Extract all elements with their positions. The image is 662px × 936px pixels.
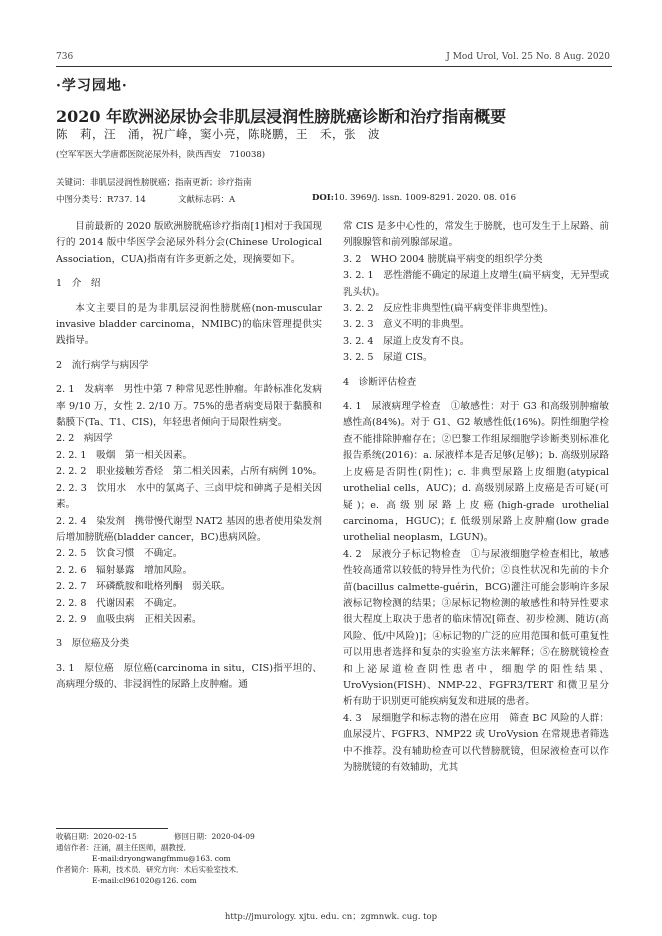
document-code: 文献标志码：A (178, 195, 236, 205)
corresponding-author: 通信作者：汪涌，副主任医师，副教授． (56, 843, 191, 852)
journal-citation: J Mod Urol, Vol. 25 No. 8 Aug. 2020 (446, 52, 610, 62)
page-number: 736 (56, 52, 74, 62)
paragraph: 2. 2. 6 辐射暴露 增加风险。 (56, 564, 193, 576)
left-column (56, 219, 322, 694)
section-heading: 3 原位癌及分类 (56, 638, 130, 650)
section-tag: ·学习园地· (56, 78, 128, 94)
doi-label: DOI: (312, 193, 334, 203)
footnote-rule (56, 828, 168, 829)
paragraph: 目前最新的 2020 版欧洲膀胱癌诊疗指南[1]相对于我国现行的 2014 版中华医学会泌尿外科分会(Chinese Urological Association，CUA)指南有许多更新之处，现摘要如下。 (56, 221, 322, 265)
paragraph: 4. 2 尿液分子标记物检查 ①与尿液细胞学检查相比，敏感性较高通常以较低的特异性为代价；②良性状况和先前的卡介苗(bacillus calmette-guérin，BCG)灌注可能会影响许多尿液标记物检测的结果；③尿标记物检测的敏感性和特异性要求很大程度上取决于患者的临床情况[筛查、初步检测、随访(高风险、低/中风险)]；④标记物的广泛的应用范围和低可重复性可以用患者选择和复杂的实验室方法来解释；⑤在膀胱镜检查和上泌尿道检查阴性患者中，细胞学的阳性结果、UroVysion(FISH)、NMP-22、FGFR3/TERT 和微卫星分析有助于识别更可能疾病复发和进展的患者。 (343, 548, 609, 708)
paragraph: 常 CIS 是多中心性的，常发生于膀胱，也可发生于上尿路、前列腺腺管和前列腺部尿道。 (343, 221, 609, 249)
paragraph: 3. 2. 5 尿道 CIS。 (343, 352, 433, 364)
right-column (343, 219, 609, 776)
paragraph: 4. 1 尿液病理学检查 ①敏感性：对于 G3 和高级别肿瘤敏感性高(84%)。对于 G1、G2 敏感性低(16%)。阴性细胞学检查不能排除肿瘤存在；②巴黎工作组尿细胞学诊断类别标准化报告系统(2016)：a. 尿液样本是否足够(足够)；b. 高级别尿路上皮癌是否阴性(阴性)；c. 非典型尿路上皮细胞(atypical urothelial cells，AUC)；d. 高级别尿路上皮癌是否可疑(可疑)；e. 高级别尿路上皮癌(high-grade urothelial carcinoma，HGUC)；f. 低级别尿路上皮肿瘤(low grade urothelial neoplasm，LGUN)。 (343, 401, 609, 544)
received-date: 收稿日期：2020-02-15 (56, 832, 137, 841)
doi-value: 10. 3969/j. issn. 1009-8291. 2020. 08. 016 (333, 193, 516, 203)
affiliation: (空军军医大学唐都医院泌尿外科，陕西西安 710038) (56, 150, 266, 160)
paragraph: 2. 2 病因学 (56, 433, 113, 445)
paragraph: 3. 1 原位癌 原位癌(carcinoma in situ，CIS)指平坦的、高病理分级的、非浸润性的尿路上皮肿瘤。通 (56, 662, 322, 691)
section-heading: 4 诊断评估检查 (343, 376, 417, 388)
paragraph: 3. 2. 4 尿道上皮发育不良。 (343, 335, 470, 347)
paragraph: 3. 2. 1 恶性潜能不确定的尿道上皮增生(扁平病变，无异型或乳头状)。 (343, 270, 609, 298)
paragraph: 本文主要目的是为非肌层浸润性膀胱癌(non-muscular invasive bladder carcinoma，NMIBC)的临床管理提供实践指导。 (56, 302, 322, 347)
clc-number: 中图分类号：R737. 14 (56, 195, 146, 205)
paragraph: 2. 2. 2 职业接触芳香烃 第二相关因素，占所有病例 10%。 (56, 466, 322, 478)
corresponding-email: E-mail:dryongwangfmmu@163. com (92, 854, 231, 863)
paragraph: 3. 2 WHO 2004 膀胱扁平病变的组织学分类 (343, 253, 543, 265)
paragraph: 2. 2. 9 血吸虫病 正相关因素。 (56, 613, 202, 625)
author-list: 陈 莉，汪 涌，祝广峰，窦小亮，陈晓鹏，王 禾，张 波 (56, 127, 380, 141)
paragraph: 2. 2. 5 饮食习惯 不确定。 (56, 548, 183, 560)
paragraph: 2. 2. 7 环磷酰胺和吡格列酮 弱关联。 (56, 581, 231, 593)
paragraph: 4. 3 尿细胞学和标志物的潜在应用 筛查 BC 风险的人群：血尿浸片、FGFR3、NMP22 或 UroVysion 在常规患者筛选中不推荐。没有辅助检查可以代替膀胱镜，但尿液检查可以作为膀胱镜的有效辅助，尤其 (343, 712, 609, 773)
header-rule (56, 66, 612, 67)
section-heading: 1 介 绍 (56, 278, 101, 290)
footer-url: http://jmurology. xjtu. edu. cn；zgmnwk. cug. top (224, 912, 438, 922)
paragraph: 3. 2. 3 意义不明的非典型。 (343, 319, 470, 331)
author-email: E-mail:cl961020@126. com (92, 876, 197, 885)
paragraph: 3. 2. 2 反应性非典型性(扁平病变伴非典型性)。 (343, 303, 554, 315)
paragraph: 2. 2. 8 代谢因素 不确定。 (56, 597, 183, 609)
author-bio: 作者简介：陈莉，技术员．研究方向：术后实验室技术． (56, 865, 244, 874)
revised-date: 修回日期：2020-04-09 (174, 832, 255, 841)
doi (312, 193, 516, 203)
paragraph: 2. 2. 1 吸烟 第一相关因素。 (56, 449, 193, 461)
paragraph: 2. 2. 4 染发剂 携带慢代谢型 NAT2 基因的患者使用染发剂后增加膀胱癌(bladder cancer，BC)患病风险。 (56, 515, 322, 543)
paragraph: 2. 1 发病率 男性中第 7 种常见恶性肿瘤。年龄标准化发病率 9/10 万，女性 2. 2/10 万。75%的患者病变局限于黏膜和黏膜下(Ta、T1、CIS)，年轻患者倾向于局限性病变。 (56, 384, 322, 429)
section-heading: 2 流行病学与病因学 (56, 359, 149, 371)
keywords: 关键词：非肌层浸润性膀胱癌；指南更新；诊疗指南 (56, 178, 252, 188)
article-title: 2020 年欧洲泌尿协会非肌层浸润性膀胱癌诊断和治疗指南概要 (56, 107, 507, 126)
paragraph: 2. 2. 3 饮用水 水中的氯离子、三卤甲烷和砷离子是相关因素。 (56, 482, 322, 511)
